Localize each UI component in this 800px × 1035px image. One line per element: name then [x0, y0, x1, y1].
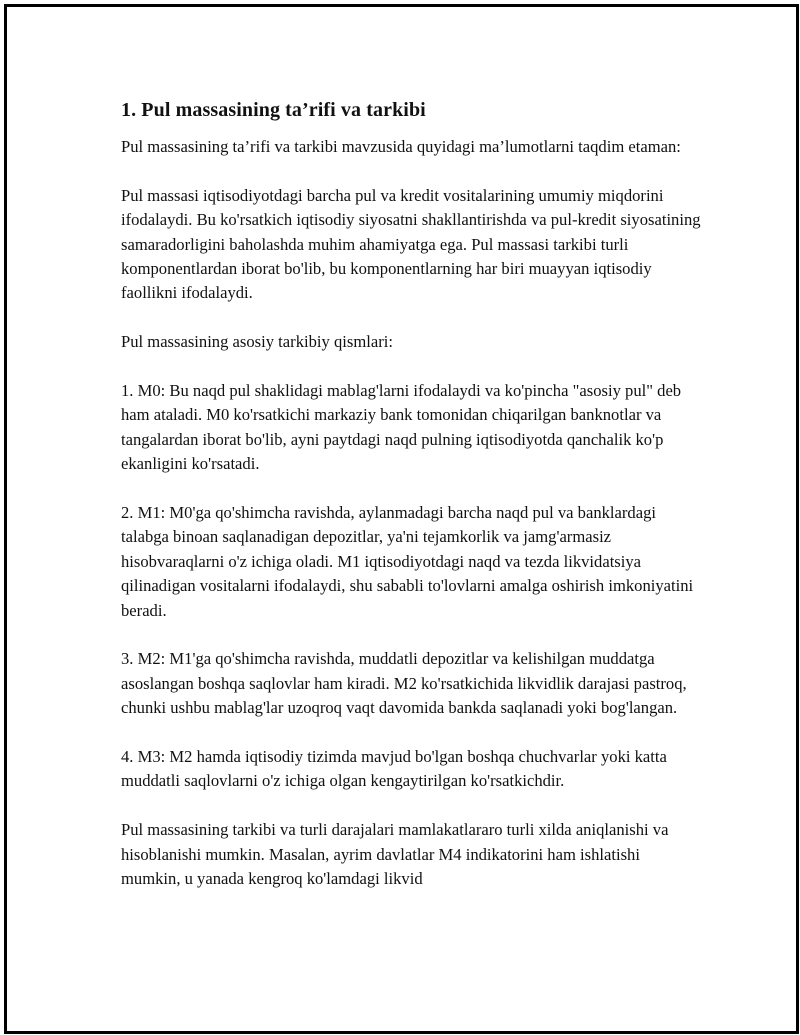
m2-paragraph: 3. M2: M1'ga qo'shimcha ravishda, muddatli depozitlar va kelishilgan muddatga asoslangan boshqa saqlovlar ham kiradi. M2 ko'rsatkichida likvidlik darajasi pastroq, chunki ushbu mablag'lar uzoqroq vaqt davomida bankda saqlanadi yoki bog'langan.: [121, 649, 687, 718]
section-heading: 1. Pul massasining ta’rifi va tarkibi: [121, 99, 426, 121]
m3-paragraph: 4. M3: M2 hamda iqtisodiy tizimda mavjud bo'lgan boshqa chuchvarlar yoki katta muddatli saqlovlarni o'z ichiga olgan kengaytirilgan ko'rsatkichdir.: [121, 747, 667, 791]
conclusion-paragraph: Pul massasining tarkibi va turli darajalari mamlakatlararo turli xilda aniqlanishi va hisoblanishi mumkin. Masalan, ayrim davlatlar M4 indikatorini ham ishlatishi mumkin, u yanada kengroq ko'lamdagi likvid: [121, 820, 669, 889]
definition-paragraph: Pul massasi iqtisodiyotdagi barcha pul va kredit vositalarining umumiy miqdorini ifodalaydi. Bu ko'rsatkich iqtisodiy siyosatni shakllantirishda va pul-kredit siyosatining samaradorligini baholashda muhim ahamiyatga ega. Pul massasi tarkibi turli komponentlardan iborat bo'lib, bu komponentlarning har biri muayyan iqtisodiy faollikni ifodalaydi.: [121, 185, 701, 303]
document-page: [4, 4, 799, 1034]
intro-paragraph: Pul massasining ta’rifi va tarkibi mavzusida quyidagi ma’lumotlarni taqdim etaman:: [121, 137, 681, 156]
m1-paragraph: 2. M1: M0'ga qo'shimcha ravishda, aylanmadagi barcha naqd pul va banklardagi talabga binoan saqlanadigan depozitlar, ya'ni tejamkorlik va jamg'armasiz hisobvaraqlarni o'z ichiga oladi. M1 iqtisodiyotdagi naqd va tezda likvidatsiya qilinadigan vositalarni ifodalaydi, shu sababli to'lovlarni amalga oshirish imkoniyatini beradi.: [121, 503, 694, 620]
m0-paragraph: 1. M0: Bu naqd pul shaklidagi mablag'larni ifodalaydi va ko'pincha "asosiy pul" deb ham ataladi. M0 ko'rsatkichi markaziy bank tomonidan chiqarilgan banknotlar va tangalardan iborat bo'lib, ayni paytdagi naqd pulning iqtisodiyotda qanchalik ko'p ekanligini ko'rsatadi.: [121, 381, 682, 474]
document-body: [121, 95, 701, 891]
components-intro-paragraph: Pul massasining asosiy tarkibiy qismlari:: [121, 332, 393, 352]
